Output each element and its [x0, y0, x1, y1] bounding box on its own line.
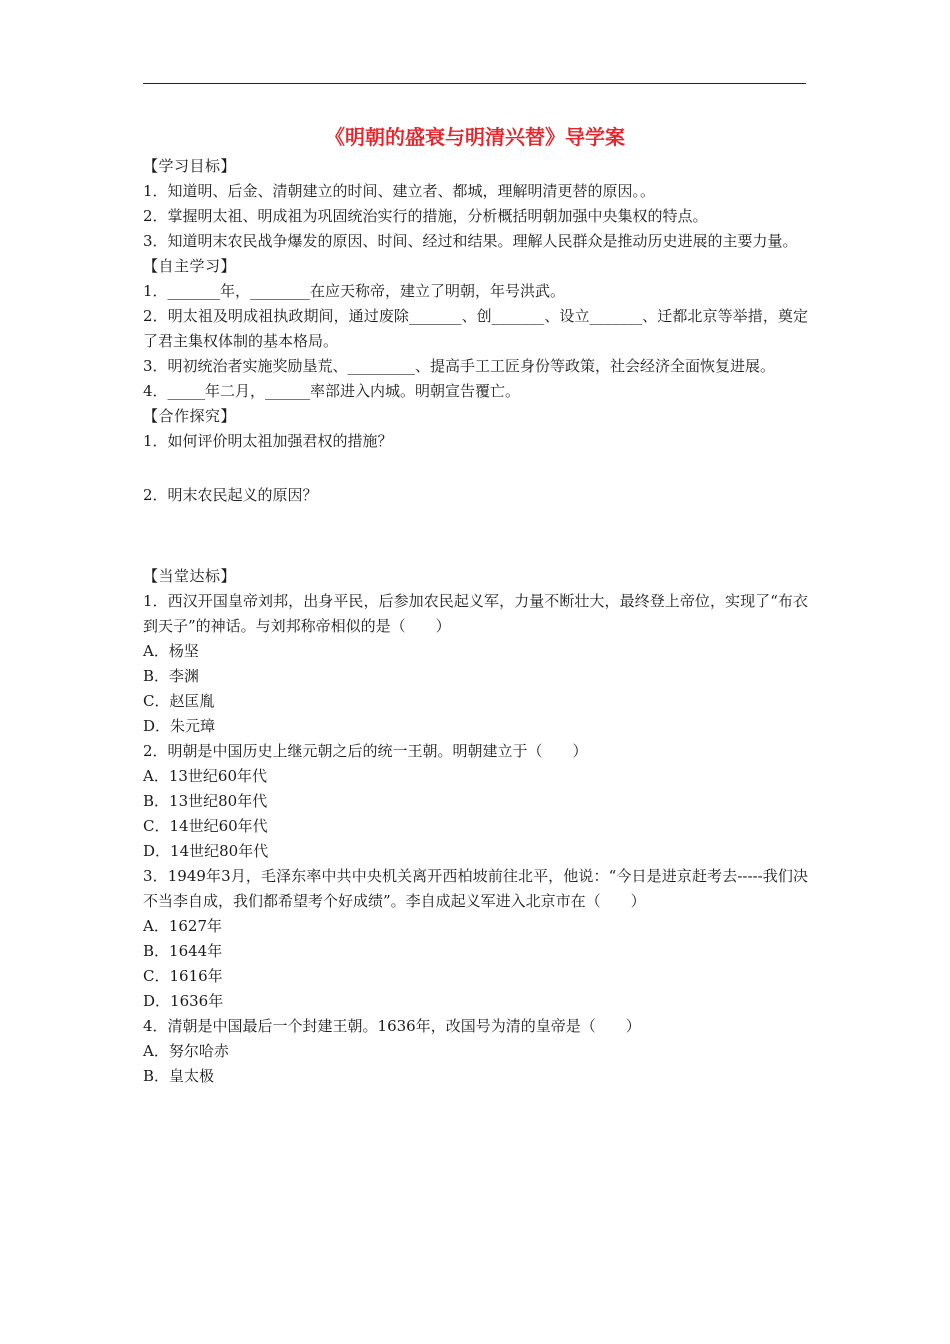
answer-option: A．杨坚 — [143, 642, 199, 660]
answer-option: A．13世纪60年代 — [143, 767, 268, 785]
question-stem: 3．1949年3月，毛泽东率中共中央机关离开西柏坡前往北平，他说：“今日是进京赶考去-----我们决不当李自成，我们都希望考个好成绩”。李自成起义军进入北京市在（ ） — [143, 867, 808, 910]
answer-option: D．14世纪80年代 — [143, 842, 269, 860]
answer-option: B．李渊 — [143, 667, 200, 685]
header-rule — [143, 83, 806, 84]
answer-option: B．13世纪80年代 — [143, 792, 268, 810]
goal-item: 3．知道明末农民战争爆发的原因、时间、经过和结果。理解人民群众是推动历史进展的主要力量。 — [143, 232, 798, 250]
answer-space — [143, 508, 808, 564]
goal-item: 2．掌握明太祖、明成祖为巩固统治实行的措施，分析概括明朝加强中央集权的特点。 — [143, 207, 708, 225]
question-stem: 4．清朝是中国最后一个封建王朝。1636年，改国号为清的皇帝是（ ） — [143, 1017, 641, 1035]
fill-blank-item: 4．_____年二月，______率部进入内城。明朝宣告覆亡。 — [143, 382, 521, 400]
answer-option: C．赵匡胤 — [143, 692, 215, 710]
answer-option: C．1616年 — [143, 967, 223, 985]
fill-blank-item: 1．_______年，________在应天称帝，建立了明朝，年号洪武。 — [143, 282, 566, 300]
question-stem: 1．西汉开国皇帝刘邦，出身平民，后参加农民起义军，力量不断壮大，最终登上帝位，实现了“布衣到天子”的神话。与刘邦称帝相似的是（ ） — [143, 592, 808, 635]
answer-option: B．皇太极 — [143, 1067, 215, 1085]
section-heading-goals: 【学习目标】 — [143, 157, 237, 175]
answer-space — [143, 454, 808, 483]
section-heading-practice: 【当堂达标】 — [143, 567, 237, 585]
discussion-question: 2．明末农民起义的原因？ — [143, 486, 318, 504]
answer-option: C．14世纪60年代 — [143, 817, 268, 835]
section-heading-cooperation: 【合作探究】 — [143, 407, 237, 425]
answer-option: D．朱元璋 — [143, 717, 216, 735]
section-heading-self-study: 【自主学习】 — [143, 257, 237, 275]
answer-option: B．1644年 — [143, 942, 223, 960]
answer-option: A．努尔哈赤 — [143, 1042, 229, 1060]
document-body — [143, 154, 808, 1089]
fill-blank-item: 2．明太祖及明成祖执政期间，通过废除_______、创_______、设立_______、迁都北京等举措，奠定了君主集权体制的基本格局。 — [143, 307, 808, 350]
discussion-question: 1．如何评价明太祖加强君权的措施？ — [143, 432, 393, 450]
goal-item: 1．知道明、后金、清朝建立的时间、建立者、都城，理解明清更替的原因。。 — [143, 182, 656, 200]
fill-blank-item: 3．明初统治者实施奖励垦荒、_________、提高手工工匠身份等政策，社会经济全面恢复进展。 — [143, 357, 776, 375]
document-title: 《明朝的盛衰与明清兴替》导学案 — [325, 125, 625, 149]
answer-option: A．1627年 — [143, 917, 223, 935]
question-stem: 2．明朝是中国历史上继元朝之后的统一王朝。明朝建立于（ ） — [143, 742, 588, 760]
answer-option: D．1636年 — [143, 992, 224, 1010]
